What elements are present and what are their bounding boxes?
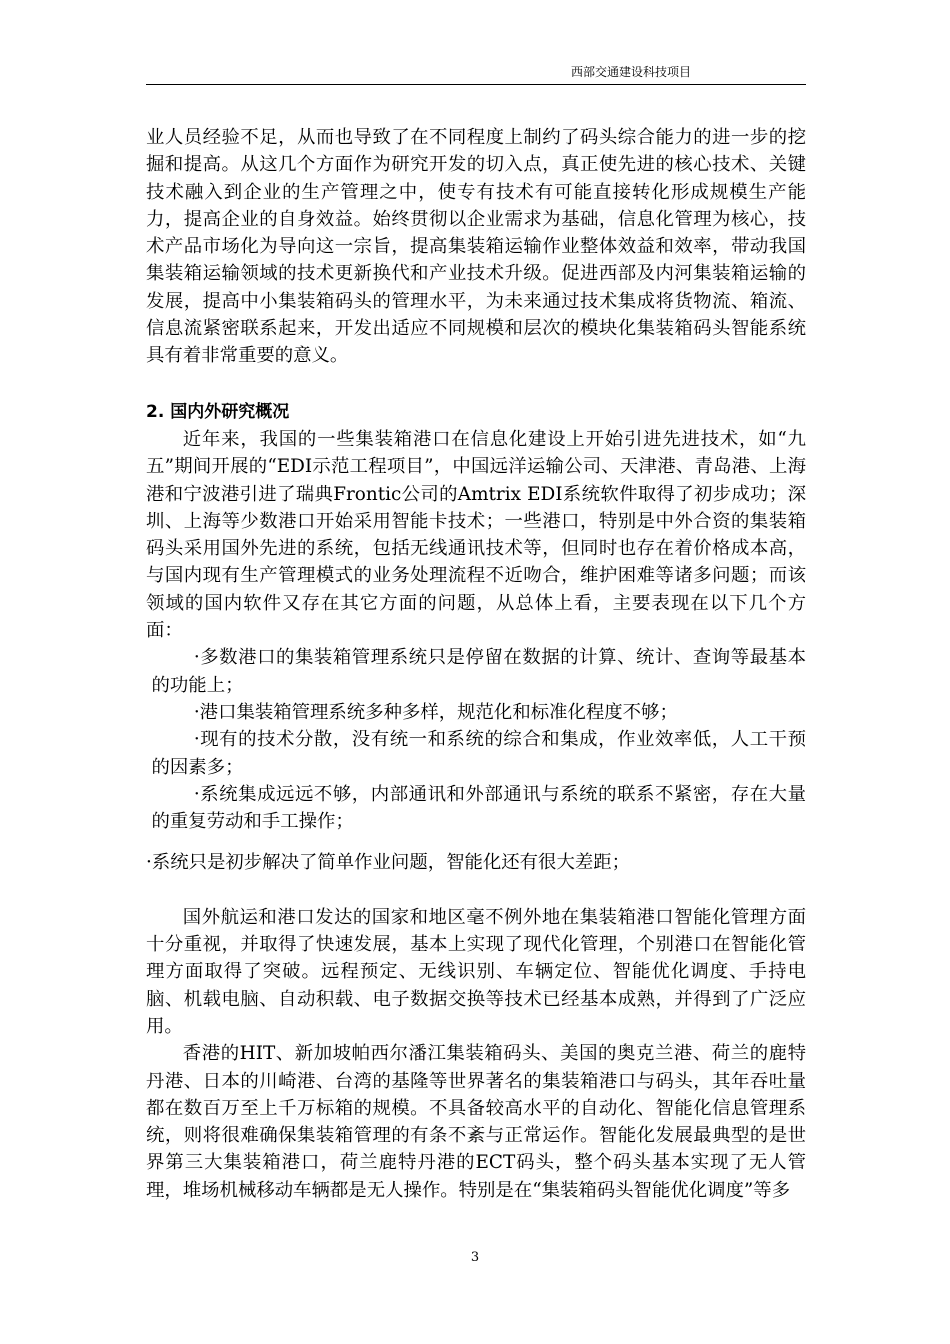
bullet-item: ·系统只是初步解决了简单作业问题，智能化还有很大差距； <box>146 852 631 874</box>
bullet-item: ·系统集成远远不够，内部通讯和外部通讯与系统的联系不紧密，存在大量的重复劳动和手工操作； <box>151 783 806 833</box>
section-heading: 2. 国内外研究概况 <box>146 401 290 422</box>
header-title: 西部交通建设科技项目 <box>570 65 691 79</box>
bullet-item: ·港口集装箱管理系统多种多样，规范化和标准化程度不够； <box>193 701 678 723</box>
paragraph-intro-continuation: 业人员经验不足，从而也导致了在不同程度上制约了码头综合能力的进一步的挖掘和提高。从这几个方面作为研究开发的切入点，真正使先进的核心技术、关键技术融入到企业的生产管理之中，使专有技术有可能直接转化形成规模生产能力，提高企业的自身效益。始终贯彻以企业需求为基础，信息化管理为核心，技术产品市场化为导向这一宗旨，提高集装箱运输作业整体效益和效率，带动我国集装箱运输领域的技术更新换代和产业技术升级。促进西部及内河集装箱运输的发展，提高中小集装箱码头的管理水平，为未来通过技术集成将货物流、箱流、信息流紧密联系起来，开发出适应不同规模和层次的模块化集装箱码头智能系统具有着非常重要的意义。 <box>146 127 806 367</box>
paragraph-port-examples: 香港的HIT、新加坡帕西尔潘江集装箱码头、美国的奥克兰港、荷兰的鹿特丹港、日本的川崎港、台湾的基隆等世界著名的集装箱港口与码头，其年吞吐量都在数百万至上千万标箱的规模。不具备较高水平的自动化、智能化信息管理系统，则将很难确保集装箱管理的有条不紊与正常运作。智能化发展最典型的是世界第三大集装箱港口，荷兰鹿特丹港的ECT码头，整个码头基本实现了无人管理，堆场机械移动车辆都是无人操作。特别是在“集装箱码头智能优化调度”等多 <box>146 1043 806 1201</box>
page-header <box>146 60 806 85</box>
bullet-item: ·多数港口的集装箱管理系统只是停留在数据的计算、统计、查询等最基本的功能上； <box>151 647 806 696</box>
paragraph-domestic-overview: 近年来，我国的一些集装箱港口在信息化建设上开始引进先进技术，如“九五”期间开展的“EDI示范工程项目”，中国远洋运输公司、天津港、青岛港、上海港和宁波港引进了瑞典Frontic公司的Amtrix EDI系统软件取得了初步成功；深圳、上海等少数港口开始采用智能卡技术；一些港口，特别是中外合资的集装箱码头采用国外先进的系统，包括无线通讯技术等，但同时也存在着价格成本高，与国内现有生产管理模式的业务处理流程不近吻合，维护困难等诸多问题；而该领域的国内软件又存在其它方面的问题，从总体上看，主要表现在以下几个方面： <box>146 428 806 642</box>
bullet-item: ·现有的技术分散，没有统一和系统的综合和集成，作业效率低，人工干预的因素多； <box>151 729 806 778</box>
paragraph-foreign-overview: 国外航运和港口发达的国家和地区毫不例外地在集装箱港口智能化管理方面十分重视，并取得了快速发展，基本上实现了现代化管理，个别港口在智能化管理方面取得了突破。远程预定、无线识别、车辆定位、智能优化调度、手持电脑、机载电脑、自动积载、电子数据交换等技术已经基本成熟，并得到了广泛应用。 <box>146 906 806 1037</box>
page-number: 3 <box>470 1250 480 1265</box>
document-body <box>146 124 806 1204</box>
